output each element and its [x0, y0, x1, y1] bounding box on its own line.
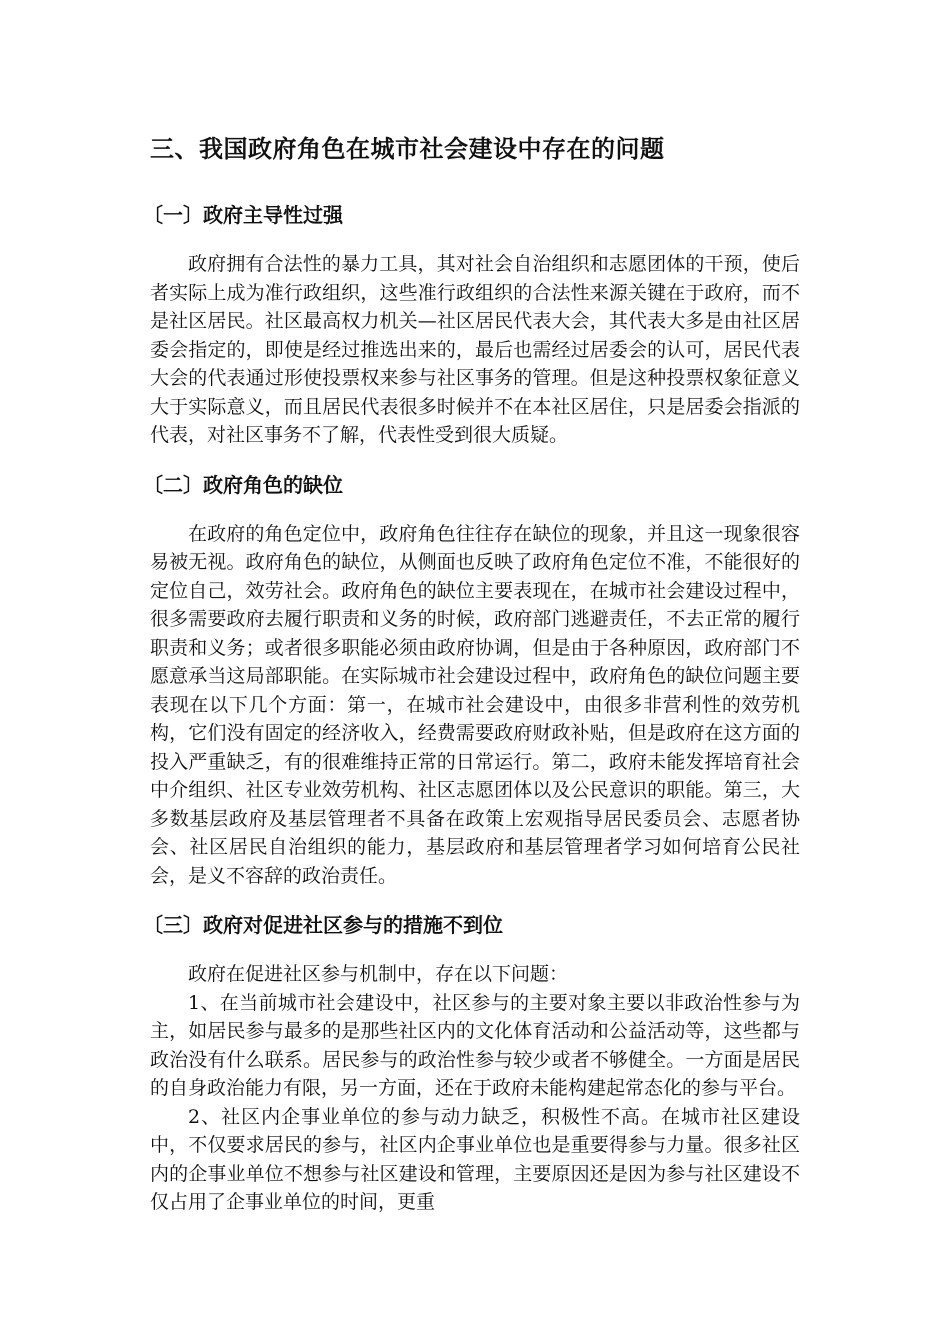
paragraph: 2、社区内企事业单位的参与动力缺乏，积极性不高。在城市社区建设中，不仅要求居民的参与，社区内企事业单位也是重要得参与力量。很多社区内的企事业单位不想参与社区建设和管理，主要原因还是因为参与社区建设不仅占用了企事业单位的时间，更重: [150, 1105, 800, 1213]
section-2: [143, 470, 800, 891]
page-title: 三、我国政府角色在城市社会建设中存在的问题: [150, 135, 665, 163]
paragraph: 1、在当前城市社会建设中，社区参与的主要对象主要以非政治性参与为主，如居民参与最多的是那些社区内的文化体育活动和公益活动等，这些都与政治没有什么联系。居民参与的政治性参与较少或者不够健全。一方面是居民的自身政治能力有限，另一方面，还在于政府未能构建起常态化的参与平台。: [150, 991, 800, 1099]
paragraph: 政府在促进社区参与机制中，存在以下问题：: [188, 963, 569, 985]
document-page: [143, 132, 800, 1217]
section-heading: 〔一〕政府主导性过强: [143, 203, 343, 227]
section-heading: 〔二〕政府角色的缺位: [143, 472, 343, 497]
section-heading: 〔三〕政府对促进社区参与的措施不到位: [143, 913, 503, 937]
paragraph: 政府拥有合法性的暴力工具，其对社会自治组织和志愿团体的干预，使后者实际上成为准行政组织，这些准行政组织的合法性来源关键在于政府，而不是社区居民。社区最高权力机关—社区居民代表大会，其代表大多是由社区居委会指定的，即使是经过推选出来的，最后也需经过居委会的认可，居民代表大会的代表通过形使投票权来参与社区事务的管理。但是这种投票权象征意义大于实际意义，而且居民代表很多时候并不在本社区居住，只是居委会指派的代表，对社区事务不了解，代表性受到很大质疑。: [150, 253, 800, 446]
section-1: [143, 200, 800, 450]
paragraph: 在政府的角色定位中，政府角色往往存在缺位的现象，并且这一现象很容易被无视。政府角色的缺位，从侧面也反映了政府角色定位不准，不能很好的定位自己，效劳社会。政府角色的缺位主要表现在，在城市社会建设过程中，很多需要政府去履行职责和义务的时候，政府部门逃避责任，不去正常的履行职责和义务；或者很多职能必须由政府协调，但是由于各种原因，政府部门不愿意承当这局部职能。在实际城市社会建设过程中，政府角色的缺位问题主要表现在以下几个方面：第一，在城市社会建设中，由很多非营利性的效劳机构，它们没有固定的经济收入，经费需要政府财政补贴，但是政府在这方面的投入严重缺乏，有的很难维持正常的日常运行。第二，政府未能发挥培育社会中介组织、社区专业效劳机构、社区志愿团体以及公民意识的职能。第三，大多数基层政府及基层管理者不具备在政策上宏观指导居民委员会、志愿者协会、社区居民自治组织的能力，基层政府和基层管理者学习如何培育公民社会，是义不容辞的政治责任。: [150, 522, 800, 887]
section-3: [143, 910, 800, 1217]
